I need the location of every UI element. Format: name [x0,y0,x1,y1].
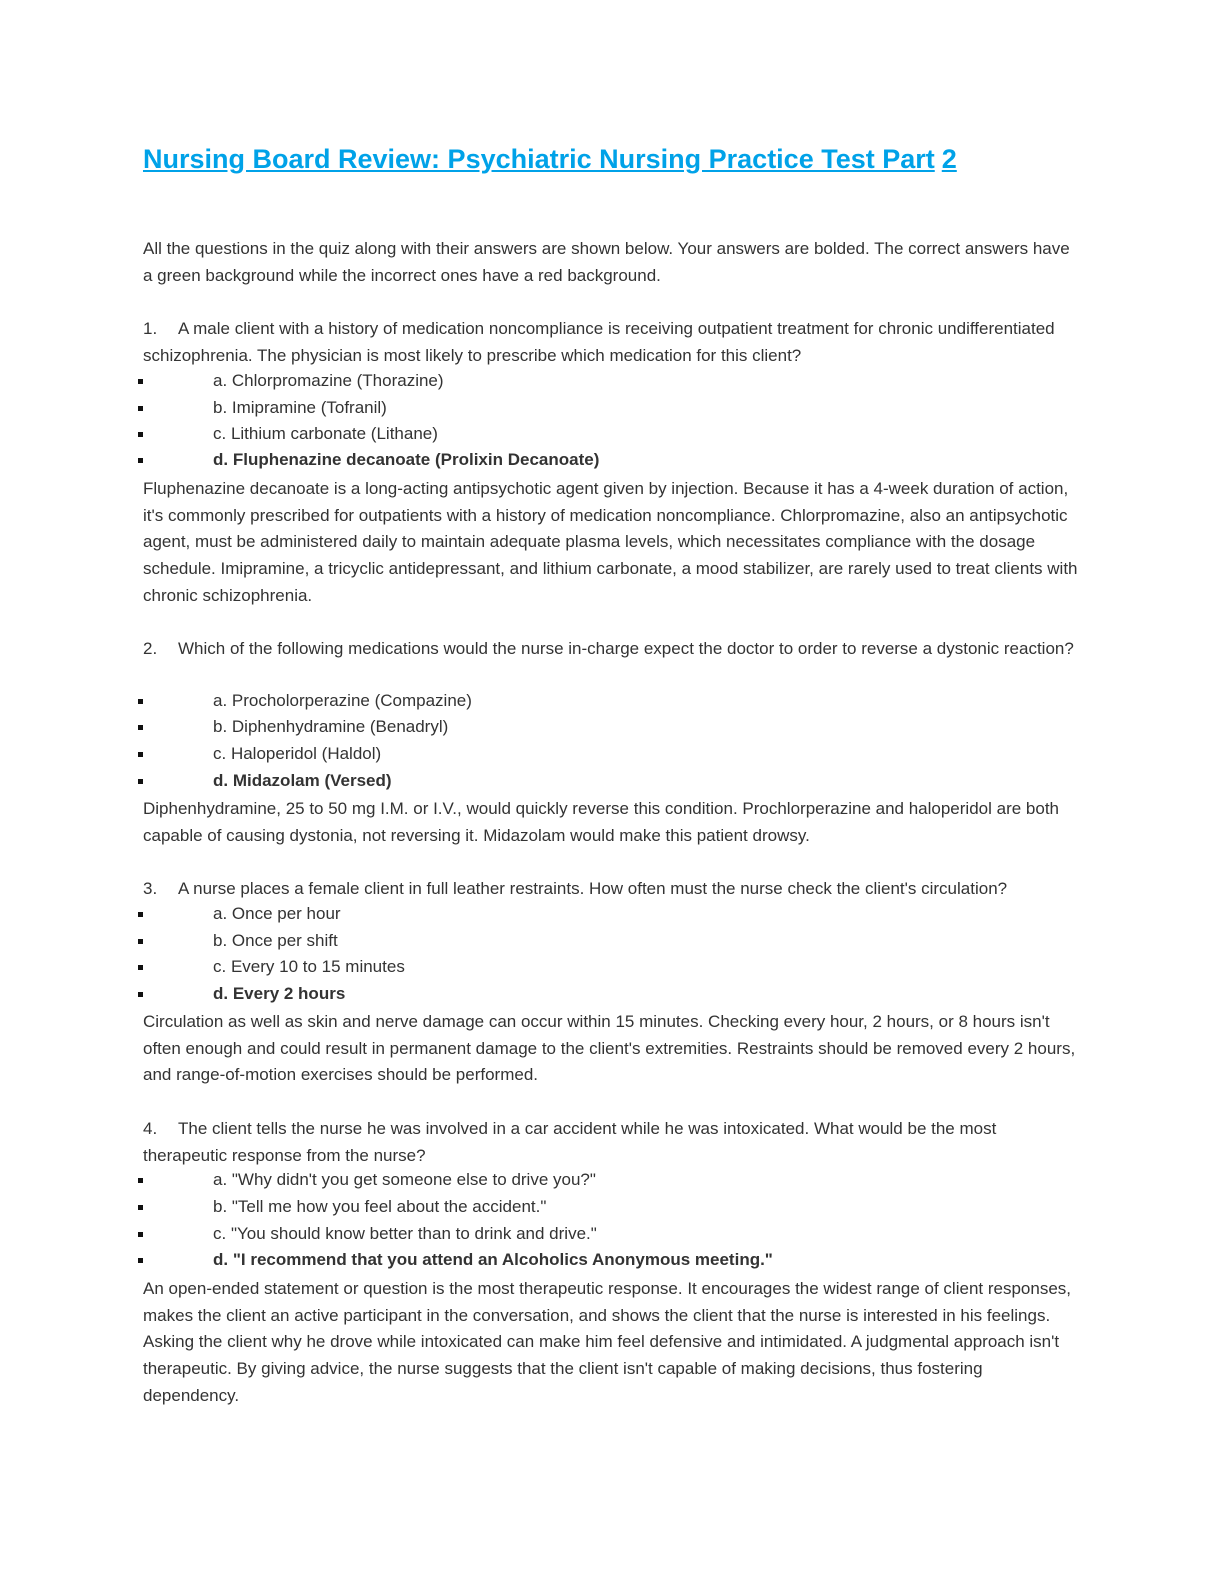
explanation-4: An open-ended statement or question is the most therapeutic response. It encourages the widest range of client responses, makes the client an active participant in the conversation, and shows the client that the nurse is interested in his feelings. Asking the client why he drove while intoxicated can make him feel defensive and intimidated. A judgmental approach isn't therapeutic. By giving advice, the nurse suggests that the client isn't capable of making decisions, thus fostering dependency. [143,1279,1072,1405]
bullet-icon [138,779,143,784]
bullet-icon [138,1258,143,1263]
option-text: b. "Tell me how you feel about the accident." [213,1197,547,1216]
option-2b [0,714,1000,740]
question-text: The client tells the nurse he was involved in a car accident while he was intoxicated. What would be the most therapeutic response from the nurse? [143,1119,997,1165]
option-text: c. Lithium carbonate (Lithane) [213,424,438,443]
option-3d-selected [0,981,1000,1007]
option-2a [0,688,1000,714]
option-1d-selected [0,447,1000,473]
question-text: Which of the following medications would the nurse in-charge expect the doctor to order to reverse a dystonic reaction? [178,639,1074,658]
question-1 [143,316,1083,369]
option-text: c. "You should know better than to drink and drive." [213,1224,597,1243]
option-3c [0,954,1000,980]
option-2d-selected [0,768,1000,794]
option-text: d. Fluphenazine decanoate (Prolixin Decanoate) [213,450,600,469]
bullet-icon [138,699,143,704]
option-4c [0,1221,1000,1247]
option-text: c. Haloperidol (Haldol) [213,744,382,763]
bullet-icon [138,379,143,384]
option-text: a. Chlorpromazine (Thorazine) [213,371,444,390]
option-1c [0,421,1000,447]
question-3 [143,876,1083,903]
option-2c [0,741,1000,767]
bullet-icon [138,912,143,917]
option-text: b. Once per shift [213,931,338,950]
bullet-icon [138,725,143,730]
question-number: 2. [143,639,158,658]
explanation-3: Circulation as well as skin and nerve damage can occur within 15 minutes. Checking every hour, 2 hours, or 8 hours isn't often enough and could result in permanent damage to the client's extremities. Restraints should be removed every 2 hours, and range-of-motion exercises should be performed. [143,1012,1076,1085]
bullet-icon [138,432,143,437]
option-text: a. Once per hour [213,904,341,923]
option-text: d. Midazolam (Versed) [213,771,392,790]
option-3b [0,928,1000,954]
option-4a [0,1167,1000,1193]
question-text: A male client with a history of medication noncompliance is receiving outpatient treatment for chronic undifferentiated schizophrenia. The physician is most likely to prescribe which medication for this client? [143,319,1055,365]
option-text: a. "Why didn't you get someone else to drive you?" [213,1170,596,1189]
bullet-icon [138,406,143,411]
bullet-icon [138,1178,143,1183]
option-text: d. "I recommend that you attend an Alcoholics Anonymous meeting." [213,1250,773,1269]
title-part-link[interactable]: 2 [941,144,957,174]
bullet-icon [138,1205,143,1210]
question-number: 3. [143,879,158,898]
intro-paragraph: All the questions in the quiz along with their answers are shown below. Your answers are bolded. The correct answers have a green background while the incorrect ones have a red background. [143,239,1070,285]
option-text: a. Procholorperazine (Compazine) [213,691,472,710]
question-2 [143,636,1083,663]
option-text: b. Imipramine (Tofranil) [213,398,387,417]
option-4d-selected [0,1247,1000,1273]
bullet-icon [138,992,143,997]
option-1b [0,395,1000,421]
question-number: 1. [143,319,158,338]
bullet-icon [138,939,143,944]
question-number: 4. [143,1119,158,1138]
option-3a [0,901,1000,927]
question-text: A nurse places a female client in full leather restraints. How often must the nurse check the client's circulation? [178,879,1008,898]
explanation-1: Fluphenazine decanoate is a long-acting antipsychotic agent given by injection. Because it has a 4-week duration of action, it's commonly prescribed for outpatients with a history of medication noncompliance. Chlorpromazine, also an antipsychotic agent, must be administered daily to maintain adequate plasma levels, which necessitates compliance with the dosage schedule. Imipramine, a tricyclic antidepressant, and lithium carbonate, a mood stabilizer, are rarely used to treat clients with chronic schizophrenia. [143,479,1078,605]
option-text: b. Diphenhydramine (Benadryl) [213,717,449,736]
bullet-icon [138,752,143,757]
option-text: d. Every 2 hours [213,984,346,1003]
bullet-icon [138,965,143,970]
explanation-2: Diphenhydramine, 25 to 50 mg I.M. or I.V., would quickly reverse this condition. Prochlorperazine and haloperidol are both capable of causing dystonia, not reversing it. Midazolam would make this patient drowsy. [143,799,1059,845]
title-link[interactable]: Nursing Board Review: Psychiatric Nursing Practice Test Part [143,144,935,174]
question-4 [143,1116,1083,1169]
page-title [143,140,957,178]
option-1a [0,368,1000,394]
bullet-icon [138,1232,143,1237]
bullet-icon [138,458,143,463]
option-4b [0,1194,1000,1220]
option-text: c. Every 10 to 15 minutes [213,957,405,976]
